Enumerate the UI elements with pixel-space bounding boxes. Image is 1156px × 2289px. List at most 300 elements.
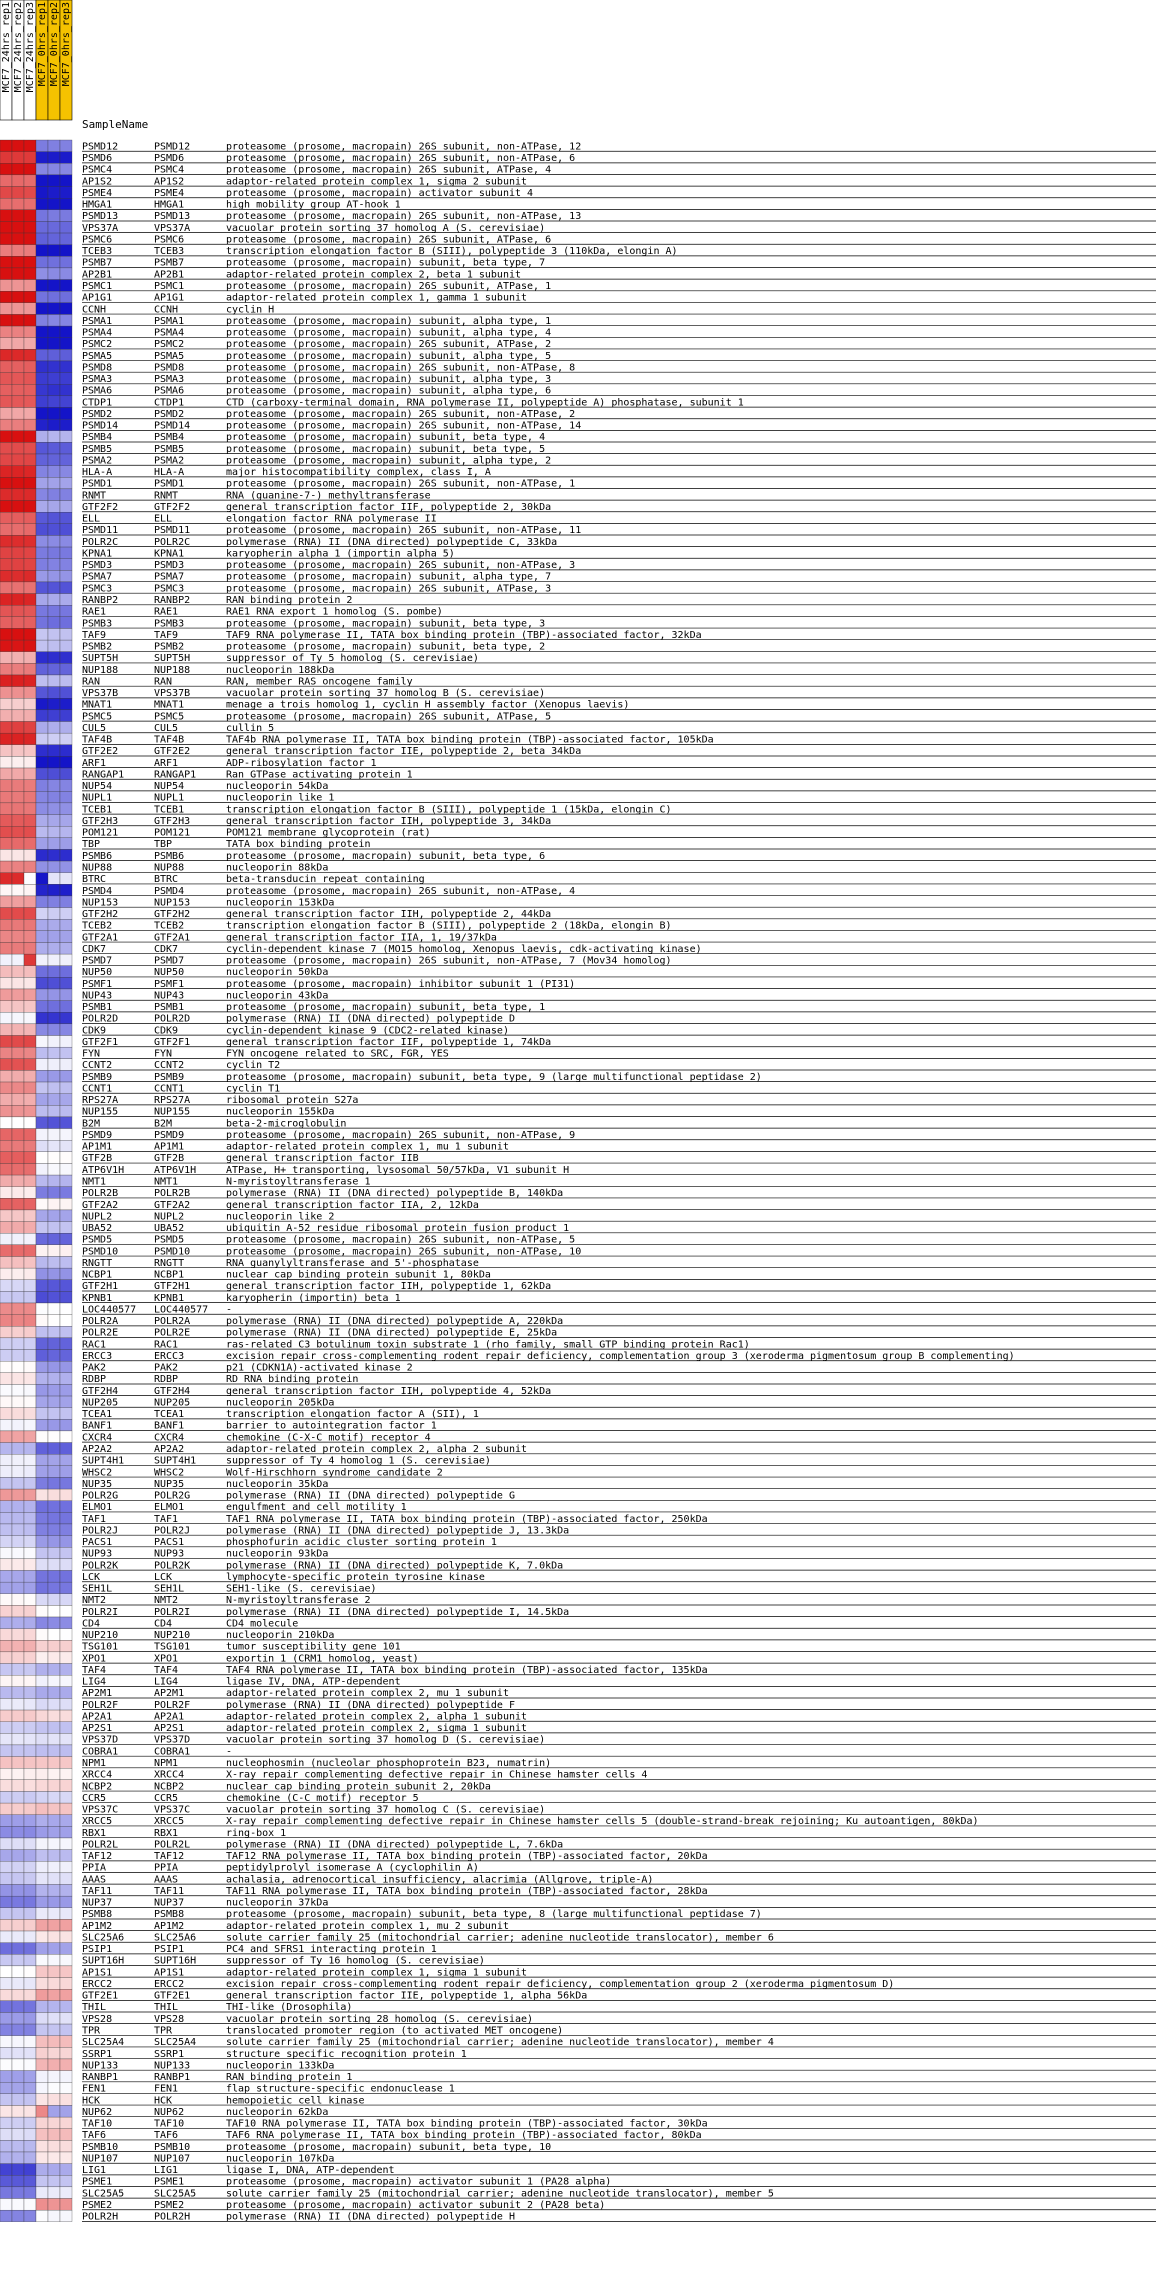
gene-description: proteasome (prosome, macropain) 26S subunit, non-ATPase, 11 xyxy=(226,525,582,537)
gene-symbol: PSMC6 xyxy=(154,234,185,246)
heatmap-cell xyxy=(12,1780,24,1792)
heatmap-cell xyxy=(24,1140,36,1152)
heatmap-cell xyxy=(12,1803,24,1815)
heatmap-cell xyxy=(0,175,12,187)
gene-description: proteasome (prosome, macropain) 26S subunit, non-ATPase, 8 xyxy=(226,362,576,374)
heatmap-cell xyxy=(36,1001,48,1013)
heatmap-cell xyxy=(0,919,12,931)
gene-id: NUP153 xyxy=(82,897,119,909)
heatmap-cell xyxy=(48,280,60,292)
gene-description: general transcription factor IIA, 2, 12kDa xyxy=(226,1199,479,1211)
heatmap-cell xyxy=(0,908,12,920)
gene-id: NUPL2 xyxy=(82,1211,113,1223)
heatmap-cell xyxy=(24,1524,36,1536)
heatmap-cell xyxy=(12,896,24,908)
heatmap-cell xyxy=(60,140,72,152)
gene-id: PSMC4 xyxy=(82,164,113,176)
heatmap-cell xyxy=(48,884,60,896)
heatmap-cell xyxy=(36,303,48,315)
heatmap-cell xyxy=(0,1943,12,1955)
gene-description: transcription elongation factor B (SIII), polypeptide 1 (15kDa, elongin C) xyxy=(226,804,672,816)
heatmap-cell xyxy=(24,954,36,966)
heatmap-cell xyxy=(60,349,72,361)
gene-symbol: RANBP1 xyxy=(154,2072,191,2084)
heatmap-cell xyxy=(48,1675,60,1687)
heatmap-cell xyxy=(24,1315,36,1327)
heatmap-cell xyxy=(12,559,24,571)
heatmap-cell xyxy=(24,1838,36,1850)
heatmap-cell xyxy=(24,349,36,361)
heatmap-cell xyxy=(60,803,72,815)
heatmap-cell xyxy=(0,815,12,827)
heatmap-cell xyxy=(36,326,48,338)
heatmap-cell xyxy=(36,1722,48,1734)
gene-description: solute carrier family 25 (mitochondrial carrier; adenine nucleotide translocator), member 4 xyxy=(226,2037,774,2049)
gene-description: nucleoporin 153kDa xyxy=(226,897,335,909)
heatmap-cell xyxy=(48,245,60,257)
gene-symbol: VPS37C xyxy=(154,1804,191,1816)
heatmap-cell xyxy=(24,1547,36,1559)
heatmap-cell xyxy=(0,256,12,268)
heatmap-cell xyxy=(12,1512,24,1524)
heatmap-cell xyxy=(48,1570,60,1582)
heatmap-cell xyxy=(0,233,12,245)
heatmap-cell xyxy=(48,2199,60,2211)
heatmap-cell xyxy=(12,640,24,652)
heatmap-cell xyxy=(24,501,36,513)
heatmap-cell xyxy=(24,2024,36,2036)
gene-id: CTDP1 xyxy=(82,397,113,409)
heatmap-cell xyxy=(0,1396,12,1408)
gene-symbol: NCBP1 xyxy=(154,1269,185,1281)
heatmap-cell xyxy=(24,1129,36,1141)
gene-id: PSMA4 xyxy=(82,327,113,339)
heatmap-cell xyxy=(24,1117,36,1129)
heatmap-cell xyxy=(36,1396,48,1408)
heatmap-cell xyxy=(48,175,60,187)
heatmap-cell xyxy=(36,314,48,326)
gene-symbol: NPM1 xyxy=(154,1758,179,1769)
gene-id: PSMC1 xyxy=(82,280,113,292)
gene-symbol: POLR2K xyxy=(154,1560,191,1572)
gene-description: excision repair cross-complementing rodent repair deficiency, complementation group 2 (xeroderma pigmentosum D) xyxy=(226,1978,895,1990)
heatmap-cell xyxy=(48,2036,60,2048)
heatmap-cell xyxy=(24,1489,36,1501)
heatmap-cell xyxy=(60,1850,72,1862)
heatmap-cell xyxy=(60,419,72,431)
heatmap-cell xyxy=(60,815,72,827)
heatmap-cell xyxy=(48,396,60,408)
gene-symbol: HLA-A xyxy=(154,467,185,479)
gene-description: peptidylprolyl isomerase A (cyclophilin A) xyxy=(226,1862,479,1874)
heatmap-cell xyxy=(24,1582,36,1594)
gene-description: general transcription factor IIH, polypeptide 2, 44kDa xyxy=(226,909,552,921)
heatmap-cell xyxy=(24,873,36,885)
heatmap-cell xyxy=(0,838,12,850)
heatmap-cell xyxy=(24,1059,36,1071)
heatmap-cell xyxy=(36,1245,48,1257)
heatmap-cell xyxy=(0,512,12,524)
gene-symbol: COBRA1 xyxy=(154,1746,191,1758)
gene-id: ARF1 xyxy=(82,757,107,769)
heatmap-cell xyxy=(24,1978,36,1990)
heatmap-cell xyxy=(0,1350,12,1362)
heatmap-cell xyxy=(12,1222,24,1234)
heatmap-cell xyxy=(24,2152,36,2164)
heatmap-cell xyxy=(24,1105,36,1117)
heatmap-cell xyxy=(24,2164,36,2176)
heatmap-cell xyxy=(0,861,12,873)
heatmap-cell xyxy=(12,2210,24,2222)
heatmap-cell xyxy=(0,1826,12,1838)
heatmap-cell xyxy=(36,396,48,408)
heatmap-cell xyxy=(48,1431,60,1443)
gene-symbol: ERCC3 xyxy=(154,1350,185,1362)
heatmap-cell xyxy=(12,419,24,431)
heatmap-cell xyxy=(24,594,36,606)
gene-symbol: POLR2B xyxy=(154,1188,191,1200)
heatmap-cell xyxy=(24,338,36,350)
heatmap-cell xyxy=(60,652,72,664)
heatmap-cell xyxy=(0,2164,12,2176)
heatmap-cell xyxy=(48,1629,60,1641)
heatmap-cell xyxy=(24,605,36,617)
heatmap-cell xyxy=(36,803,48,815)
heatmap-cell xyxy=(60,1489,72,1501)
heatmap-cell xyxy=(36,1652,48,1664)
heatmap-cell xyxy=(12,594,24,606)
heatmap-cell xyxy=(36,2047,48,2059)
gene-id: VPS37B xyxy=(82,688,119,700)
heatmap-cell xyxy=(24,2094,36,2106)
gene-description: proteasome (prosome, macropain) activator subunit 1 (PA28 alpha) xyxy=(226,2176,612,2188)
gene-symbol: NUP153 xyxy=(154,897,191,909)
heatmap-cell xyxy=(12,954,24,966)
gene-description: proteasome (prosome, macropain) 26S subunit, ATPase, 3 xyxy=(226,583,552,595)
heatmap-cell xyxy=(24,1873,36,1885)
heatmap-cell xyxy=(60,1757,72,1769)
heatmap-cell xyxy=(60,1873,72,1885)
heatmap-cell xyxy=(48,163,60,175)
gene-id: POLR2K xyxy=(82,1560,119,1572)
heatmap-cell xyxy=(48,1419,60,1431)
gene-symbol: UBA52 xyxy=(154,1223,185,1235)
heatmap-cell xyxy=(48,210,60,222)
heatmap-cell xyxy=(60,2082,72,2094)
gene-symbol: NUP93 xyxy=(154,1548,185,1560)
heatmap-cell xyxy=(36,989,48,1001)
heatmap-cell xyxy=(12,221,24,233)
heatmap-cell xyxy=(12,2129,24,2141)
heatmap-cell xyxy=(60,396,72,408)
heatmap-cell xyxy=(24,2082,36,2094)
gene-id: PSMD10 xyxy=(82,1246,119,1258)
heatmap-cell xyxy=(36,1291,48,1303)
heatmap-cell xyxy=(36,1687,48,1699)
heatmap-cell xyxy=(48,373,60,385)
gene-symbol: RNGTT xyxy=(154,1257,185,1269)
heatmap-cell xyxy=(24,1803,36,1815)
heatmap-cell xyxy=(48,1594,60,1606)
heatmap-cell xyxy=(12,1896,24,1908)
heatmap-cell xyxy=(36,861,48,873)
heatmap-cell xyxy=(60,1373,72,1385)
heatmap-cell xyxy=(60,605,72,617)
gene-description: proteasome (prosome, macropain) 26S subunit, non-ATPase, 5 xyxy=(226,1234,576,1246)
heatmap-cell xyxy=(24,849,36,861)
gene-description: general transcription factor IIA, 1, 19/37kDa xyxy=(226,932,497,944)
heatmap-cell xyxy=(60,1350,72,1362)
gene-description: RNA guanylyltransferase and 5'-phosphatase xyxy=(226,1257,479,1269)
gene-description: TAF4 RNA polymerase II, TATA box binding protein (TBP)-associated factor, 135kDa xyxy=(226,1664,708,1676)
heatmap-cell xyxy=(60,1466,72,1478)
heatmap-cell xyxy=(60,1280,72,1292)
gene-description: X-ray repair complementing defective repair in Chinese hamster cells 4 xyxy=(226,1769,648,1781)
heatmap-cell xyxy=(12,1664,24,1676)
heatmap-cell xyxy=(48,931,60,943)
heatmap-cell xyxy=(60,733,72,745)
column-label: MCF7_0hrs_rep2 xyxy=(49,2,60,87)
gene-id: LCK xyxy=(82,1571,101,1583)
row-labels xyxy=(82,141,1156,2222)
heatmap-cell xyxy=(48,431,60,443)
heatmap-cell xyxy=(48,152,60,164)
heatmap-cell xyxy=(36,221,48,233)
gene-description: proteasome (prosome, macropain) subunit, beta type, 10 xyxy=(226,2141,552,2153)
gene-symbol: POLR2I xyxy=(154,1606,191,1618)
gene-description: beta-transducin repeat containing xyxy=(226,874,425,886)
heatmap-cell xyxy=(60,594,72,606)
gene-description: barrier to autointegration factor 1 xyxy=(226,1420,437,1432)
heatmap-cell xyxy=(0,1710,12,1722)
heatmap-cell xyxy=(48,1640,60,1652)
heatmap-cell xyxy=(24,2117,36,2129)
heatmap-cell xyxy=(36,2210,48,2222)
gene-symbol: GTF2H3 xyxy=(154,815,191,827)
gene-description: polymerase (RNA) II (DNA directed) polypeptide K, 7.0kDa xyxy=(226,1560,564,1572)
heatmap-cell xyxy=(60,1652,72,1664)
heatmap-cell xyxy=(24,1152,36,1164)
heatmap-cell xyxy=(36,756,48,768)
heatmap-cell xyxy=(12,314,24,326)
gene-description: proteasome (prosome, macropain) 26S subunit, non-ATPase, 7 (Mov34 homolog) xyxy=(226,955,672,967)
heatmap-cell xyxy=(12,1210,24,1222)
heatmap-cell xyxy=(12,1675,24,1687)
gene-description: proteasome (prosome, macropain) subunit, beta type, 8 (large multifunctional peptidase 7) xyxy=(226,1909,762,1921)
heatmap-cell xyxy=(12,745,24,757)
heatmap-cell xyxy=(36,2059,48,2071)
gene-description: nucleoporin like 2 xyxy=(226,1211,335,1223)
heatmap-cell xyxy=(0,1722,12,1734)
gene-id: COBRA1 xyxy=(82,1746,119,1758)
heatmap-cell xyxy=(36,501,48,513)
gene-id: RAE1 xyxy=(82,606,107,618)
heatmap-cell xyxy=(48,1082,60,1094)
gene-id: RPS27A xyxy=(82,1095,119,1107)
heatmap-cell xyxy=(12,1931,24,1943)
heatmap-cell xyxy=(12,2036,24,2048)
heatmap-cell xyxy=(24,1222,36,1234)
gene-symbol: MNAT1 xyxy=(154,699,185,711)
heatmap-cell xyxy=(36,1675,48,1687)
heatmap-cell xyxy=(60,698,72,710)
heatmap-cell xyxy=(48,2164,60,2176)
gene-symbol: PSMF1 xyxy=(154,978,185,990)
gene-symbol: NUP88 xyxy=(154,862,185,874)
heatmap-cell xyxy=(36,1570,48,1582)
heatmap-cell xyxy=(48,640,60,652)
heatmap-cell xyxy=(12,1163,24,1175)
heatmap-cell xyxy=(60,1163,72,1175)
heatmap-cell xyxy=(0,617,12,629)
gene-symbol: NCBP2 xyxy=(154,1781,185,1793)
gene-id: POLR2B xyxy=(82,1188,119,1200)
gene-description: Ran GTPase activating protein 1 xyxy=(226,769,413,781)
heatmap-cell xyxy=(12,1757,24,1769)
heatmap-cell xyxy=(36,1536,48,1548)
heatmap-cell xyxy=(12,931,24,943)
heatmap-cell xyxy=(48,407,60,419)
heatmap-cell xyxy=(36,1477,48,1489)
gene-id: ERCC3 xyxy=(82,1350,113,1362)
heatmap-cell xyxy=(0,884,12,896)
heatmap-cell xyxy=(24,1908,36,1920)
heatmap-cell xyxy=(36,617,48,629)
heatmap-cell xyxy=(60,1443,72,1455)
gene-id: RDBP xyxy=(82,1374,107,1386)
heatmap-cell xyxy=(0,1617,12,1629)
heatmap-cell xyxy=(0,803,12,815)
heatmap-cell xyxy=(12,1303,24,1315)
gene-id: NUP93 xyxy=(82,1548,113,1560)
heatmap-cell xyxy=(24,628,36,640)
heatmap-cell xyxy=(12,547,24,559)
heatmap-cell xyxy=(60,326,72,338)
gene-description: suppressor of Ty 4 homolog 1 (S. cerevisiae) xyxy=(226,1455,491,1467)
heatmap-cell xyxy=(60,1315,72,1327)
heatmap-cell xyxy=(48,826,60,838)
heatmap-cell xyxy=(36,1315,48,1327)
heatmap-cell xyxy=(12,2105,24,2117)
heatmap-cell xyxy=(60,675,72,687)
heatmap-cell xyxy=(48,1501,60,1513)
heatmap-cell xyxy=(12,291,24,303)
heatmap-cell xyxy=(48,663,60,675)
heatmap-cell xyxy=(48,722,60,734)
heatmap-cell xyxy=(12,1198,24,1210)
heatmap-cell xyxy=(12,2199,24,2211)
heatmap-cell xyxy=(0,1454,12,1466)
gene-id: PSMD12 xyxy=(82,141,119,153)
gene-id: RNGTT xyxy=(82,1257,113,1269)
gene-id: AP1M2 xyxy=(82,1920,113,1932)
heatmap-cell xyxy=(48,570,60,582)
heatmap-cell xyxy=(36,1850,48,1862)
gene-id: POLR2J xyxy=(82,1525,119,1537)
heatmap-cell xyxy=(60,687,72,699)
gene-id: TBP xyxy=(82,839,101,851)
heatmap-cell xyxy=(24,442,36,454)
gene-id: KPNB1 xyxy=(82,1292,113,1304)
heatmap-cell xyxy=(0,2117,12,2129)
heatmap-cell xyxy=(48,1652,60,1664)
gene-symbol: SLC25A6 xyxy=(154,1932,197,1944)
heatmap-cell xyxy=(60,989,72,1001)
heatmap-cell xyxy=(24,942,36,954)
heatmap-cell xyxy=(36,826,48,838)
heatmap-cell xyxy=(0,826,12,838)
heatmap-cell xyxy=(60,617,72,629)
heatmap-cell xyxy=(36,687,48,699)
gene-id: GTF2H2 xyxy=(82,909,119,921)
gene-description: nucleoporin 88kDa xyxy=(226,862,329,874)
heatmap-cell xyxy=(60,570,72,582)
heatmap-cell xyxy=(24,2047,36,2059)
heatmap-cell xyxy=(60,559,72,571)
heatmap-cell xyxy=(60,1733,72,1745)
heatmap-cell xyxy=(36,849,48,861)
heatmap-cell xyxy=(36,2082,48,2094)
heatmap-cell xyxy=(60,2012,72,2024)
heatmap-cell xyxy=(12,233,24,245)
heatmap-cell xyxy=(48,303,60,315)
gene-symbol: TCEA1 xyxy=(154,1409,185,1421)
heatmap-cell xyxy=(36,198,48,210)
heatmap-cell xyxy=(0,1129,12,1141)
gene-id: PSMA1 xyxy=(82,315,113,327)
heatmap-cell xyxy=(48,559,60,571)
gene-symbol: PSMD9 xyxy=(154,1129,185,1141)
gene-symbol: ERCC2 xyxy=(154,1978,185,1990)
heatmap-cell xyxy=(0,1256,12,1268)
heatmap-cell xyxy=(60,2117,72,2129)
heatmap-cell xyxy=(36,419,48,431)
gene-symbol: TAF11 xyxy=(154,1885,185,1897)
gene-description: transcription elongation factor B (SIII), polypeptide 2 (18kDa, elongin B) xyxy=(226,920,672,932)
heatmap-cell xyxy=(36,838,48,850)
heatmap-cell xyxy=(36,1757,48,1769)
heatmap-cell xyxy=(0,1012,12,1024)
heatmap-cell xyxy=(24,407,36,419)
heatmap-cell xyxy=(0,640,12,652)
heatmap-cell xyxy=(12,1024,24,1036)
heatmap-cell xyxy=(0,1524,12,1536)
gene-description: polymerase (RNA) II (DNA directed) polypeptide D xyxy=(226,1013,515,1025)
gene-symbol: ARF1 xyxy=(154,757,179,769)
heatmap-cell xyxy=(48,710,60,722)
gene-description: chemokine (C-C motif) receptor 5 xyxy=(226,1792,419,1804)
gene-description: THI-like (Drosophila) xyxy=(226,2002,353,2014)
heatmap-cell xyxy=(48,140,60,152)
heatmap-cell xyxy=(60,233,72,245)
gene-id: CDK9 xyxy=(82,1025,107,1037)
heatmap-cell xyxy=(60,361,72,373)
gene-symbol: PSMB9 xyxy=(154,1071,185,1083)
heatmap-cell xyxy=(12,326,24,338)
gene-symbol: GTF2E2 xyxy=(154,746,191,758)
heatmap-cell xyxy=(48,1024,60,1036)
heatmap-cell xyxy=(36,1885,48,1897)
gene-id: SUPT16H xyxy=(82,1955,125,1967)
heatmap-cell xyxy=(12,1815,24,1827)
heatmap-cell xyxy=(24,1815,36,1827)
heatmap-cell xyxy=(24,1780,36,1792)
heatmap-cell xyxy=(0,896,12,908)
heatmap-cell xyxy=(12,373,24,385)
heatmap-cell xyxy=(36,1454,48,1466)
heatmap-cell xyxy=(12,1559,24,1571)
gene-id: TAF1 xyxy=(82,1513,107,1525)
